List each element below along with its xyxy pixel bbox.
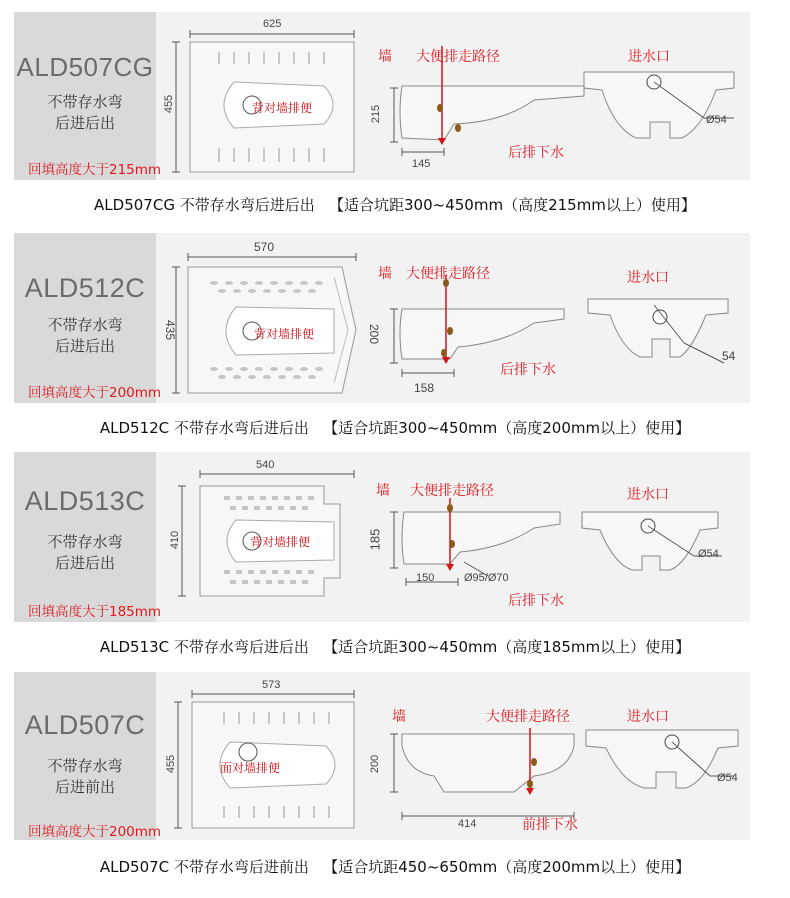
drain-direction-label: 前排下水 — [522, 817, 578, 833]
inlet-diameter-dim: 54 — [722, 349, 736, 363]
top-view-diagram — [174, 233, 374, 403]
panel-caption: ALD507C 不带存水弯后进前出 【适合坑距450~650mm（高度200mm以上）使用】 — [99, 858, 691, 876]
top-width-dim: 625 — [263, 18, 282, 30]
inner-usage-label: 背对墙排便 — [252, 101, 313, 115]
product-panel-ald512c — [14, 233, 750, 403]
side-height-dim: 185 — [367, 528, 383, 551]
wall-label: 墙 — [378, 49, 392, 65]
model-desc-line1: 不带存水弯 — [47, 93, 123, 111]
pipe-diameter-dim: Ø95/Ø70 — [464, 572, 509, 584]
model-name: ALD507C — [24, 710, 146, 740]
discharge-path-label: 大便排走路径 — [416, 49, 500, 65]
front-view-diagram — [588, 233, 750, 403]
model-desc-line2: 后进前出 — [54, 778, 115, 796]
top-width-dim: 570 — [254, 240, 275, 254]
panel-caption: ALD513C 不带存水弯后进后出 【适合坑距300~450mm（高度185mm以上）使用】 — [99, 638, 691, 656]
model-desc-line1: 不带存水弯 — [47, 316, 123, 334]
backfill-height-note: 回填高度大于200mm — [28, 385, 162, 401]
front-view-diagram — [582, 452, 750, 622]
model-desc-line2: 后进后出 — [54, 337, 115, 355]
top-view-diagram — [174, 12, 374, 180]
top-height-dim: 455 — [163, 94, 176, 114]
discharge-path-label: 大便排走路径 — [410, 483, 494, 499]
front-view-diagram — [584, 12, 750, 180]
model-desc-line1: 不带存水弯 — [47, 533, 123, 551]
top-height-dim: 410 — [169, 530, 182, 550]
model-name: ALD513C — [24, 486, 146, 516]
model-name: ALD512C — [24, 273, 146, 303]
backfill-height-note: 回填高度大于215mm — [28, 162, 162, 178]
inlet-diameter-dim: Ø54 — [717, 772, 738, 784]
inner-usage-label: 面对墙排便 — [220, 761, 281, 775]
top-height-dim: 435 — [163, 319, 178, 341]
inner-usage-label: 背对墙排便 — [250, 535, 311, 549]
inlet-diameter-dim: Ø54 — [698, 548, 719, 560]
top-width-dim: 573 — [262, 679, 281, 691]
side-offset-dim: 158 — [414, 381, 435, 395]
water-inlet-label: 进水口 — [627, 487, 669, 503]
side-height-dim: 200 — [367, 323, 382, 345]
side-offset-dim: 150 — [416, 572, 435, 584]
water-inlet-label: 进水口 — [628, 49, 670, 65]
water-inlet-label: 进水口 — [627, 270, 669, 286]
backfill-height-note: 回填高度大于185mm — [28, 604, 162, 620]
drain-direction-label: 后排下水 — [500, 362, 556, 378]
side-height-dim: 200 — [369, 754, 382, 774]
side-height-dim: 215 — [370, 104, 383, 124]
top-width-dim: 540 — [256, 459, 275, 471]
top-view-diagram — [174, 672, 374, 840]
product-panel-ald513c — [14, 452, 750, 622]
discharge-path-label: 大便排走路径 — [406, 266, 490, 282]
model-desc-line1: 不带存水弯 — [47, 757, 123, 775]
side-offset-dim: 145 — [412, 158, 431, 170]
wall-label: 墙 — [376, 483, 390, 499]
product-panel-ald507c — [14, 672, 750, 840]
product-panel-ald507cg — [14, 12, 750, 180]
front-view-diagram — [586, 672, 750, 840]
drain-direction-label: 后排下水 — [508, 593, 564, 609]
inlet-diameter-dim: Ø54 — [706, 114, 727, 126]
side-offset-dim: 414 — [458, 818, 477, 830]
panel-caption: ALD512C 不带存水弯后进后出 【适合坑距300~450mm（高度200mm以上）使用】 — [99, 419, 691, 437]
water-inlet-label: 进水口 — [627, 709, 669, 725]
panel-caption: ALD507CG 不带存水弯后进后出 【适合坑距300~450mm（高度215mm以上）使用】 — [94, 196, 696, 214]
discharge-path-label: 大便排走路径 — [486, 709, 570, 725]
drain-direction-label: 后排下水 — [508, 145, 564, 161]
model-desc-line2: 后进后出 — [54, 554, 115, 572]
wall-label: 墙 — [392, 709, 406, 725]
top-height-dim: 455 — [165, 754, 178, 774]
model-desc-line2: 后进后出 — [54, 114, 115, 132]
model-name: ALD507CG — [16, 52, 154, 82]
inner-usage-label: 背对墙排便 — [254, 327, 315, 341]
backfill-height-note: 回填高度大于200mm — [28, 824, 162, 840]
wall-label: 墙 — [378, 266, 392, 282]
